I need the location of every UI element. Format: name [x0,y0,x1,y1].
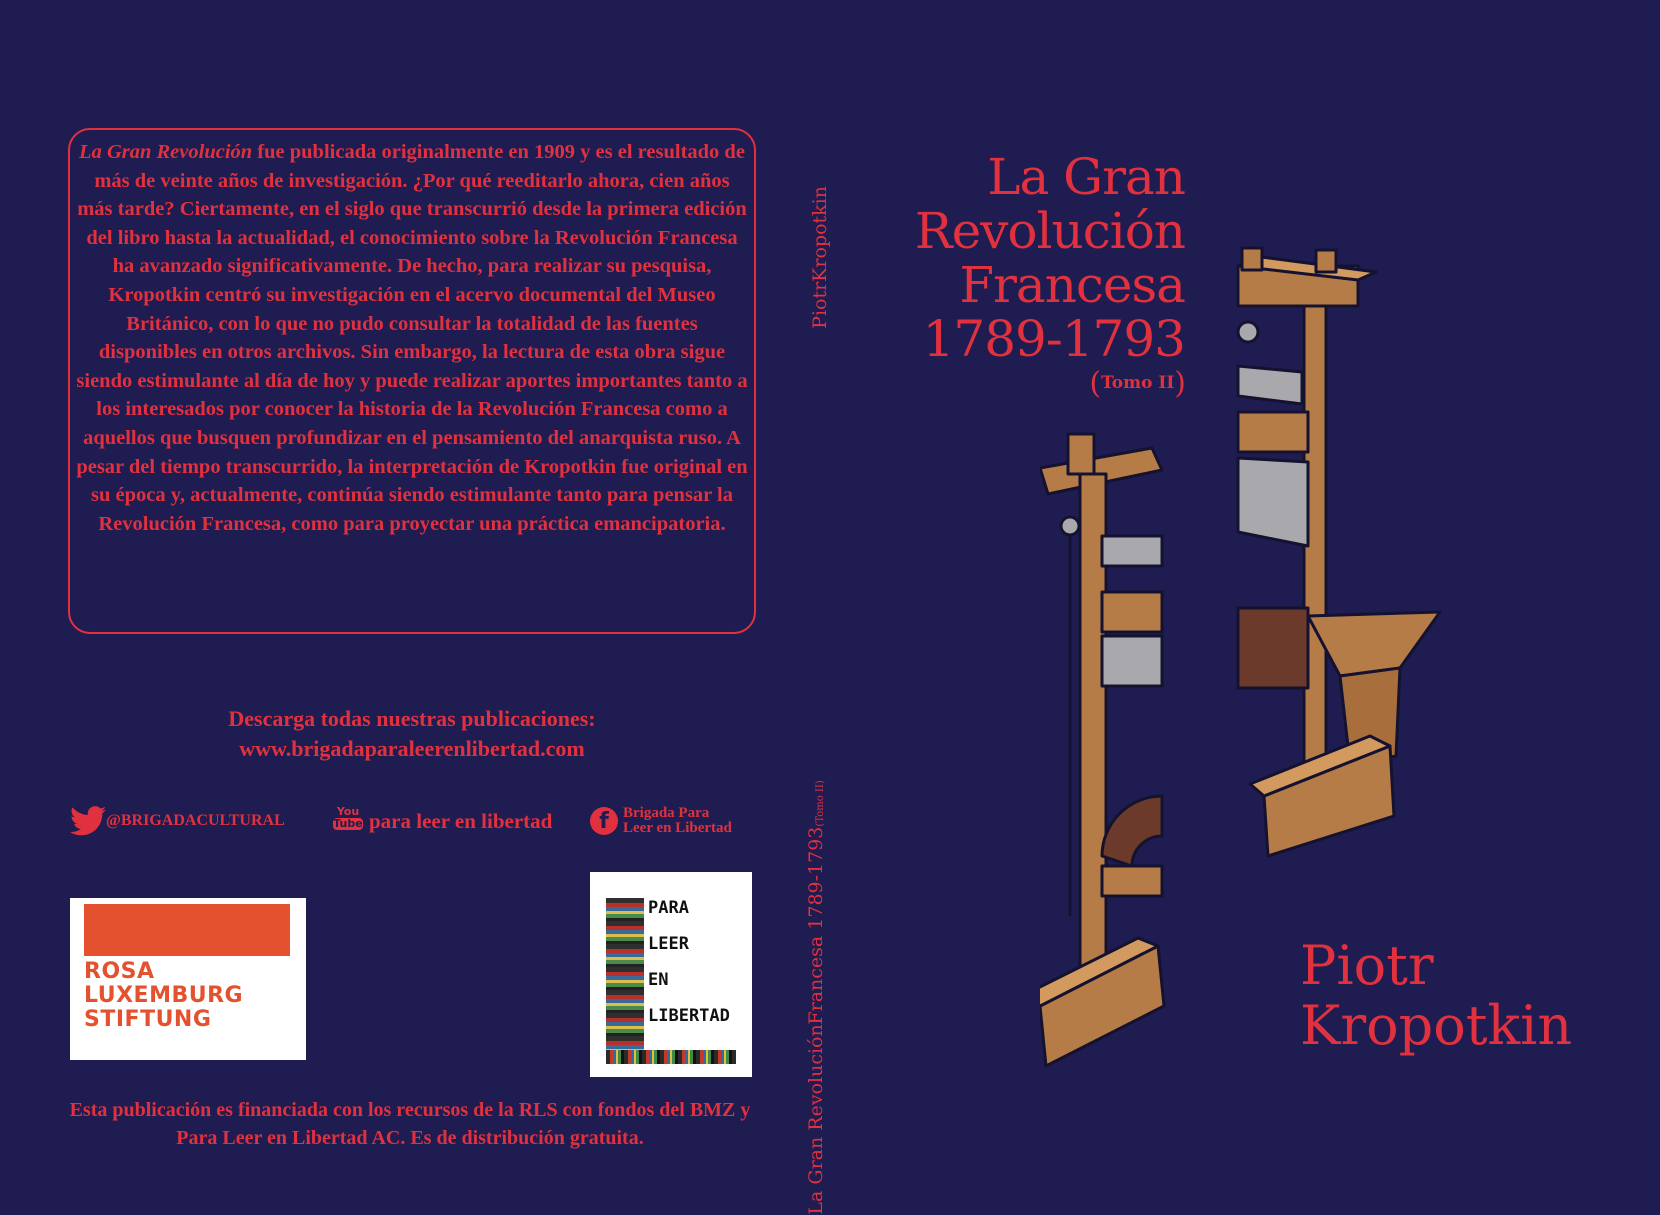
spine-tomo: (Tomo II) [815,780,826,827]
synopsis-box [68,128,756,634]
twitter-icon [70,806,106,836]
spine-author-text [808,186,832,329]
youtube-icon [333,806,363,836]
youtube-label: para leer en libertad [369,808,553,833]
download-url[interactable]: www.brigadaparaleerenlibertad.com [239,736,585,761]
front-author [1300,936,1572,1056]
facebook-label-line1: Brigada Para [623,805,710,821]
spine-title [804,780,860,1215]
pll-word-3: EN [648,970,669,990]
rosa-logo-line2: LUXEMBURG [84,983,244,1008]
spine-title-line2: Francesa 1789-1793 [805,826,827,1025]
facebook-label-line2: Leer en Libertad [623,820,732,836]
pll-word-1: PARA [648,898,689,918]
spine-title-line1: La Gran Revolución [805,1024,827,1215]
front-title-line1: La Gran [987,148,1185,206]
spine-title-text [804,780,828,1215]
youtube-channel[interactable] [333,806,552,836]
synopsis-text: fue publicada originalmente en 1909 y es el resultado de más de veinte años de investigación. ¿Por qué reeditarlo ahora, cien años más tarde? Ciertamente, en el siglo que transcurrió desde la primera edición del libro hasta la actualidad, el conocimiento sobre la Revolución Francesa ha avanzado significativamente. De hecho, para realizar su pesquisa, Kropotkin centró su investigación en el acervo documental del Museo Británico, con lo que no pudo consultar la totalidad de las fuentes disponibles en otros archivos. Sin embargo, la lectura de esta obra sigue siendo estimulante al día de hoy y puede realizar aportes importantes tanto a los interesados por conocer la historia de la Revolución Francesa como a aquellos que busquen profundizar en el pensamiento del anarquista ruso. A pesar del tiempo transcurrido, la interpretación de Kropotkin fue original en su época y, actualmente, continúa siendo estimulante tanto para pensar la Revolución Francesa, como para proyectar una práctica emancipatoria. [76,141,748,535]
facebook-page[interactable] [590,806,732,836]
funding-note: Esta publicación es financiada con los recursos de la RLS con fondos del BMZ y Para Leer en Libertad AC. Es de distribución gratuita. [69,1099,751,1149]
download-block [68,704,756,764]
youtube-icon-tube: Tube [333,817,363,830]
facebook-icon: f [590,807,618,835]
rosa-logo-bar [84,904,290,956]
twitter-handle[interactable] [70,806,285,836]
front-tomo-text: Tomo II [1101,373,1175,393]
spine-author [808,186,856,329]
rosa-logo-line3: STIFTUNG [84,1007,212,1032]
spine-author-last: Kropotkin [809,186,831,282]
download-heading: Descarga todas nuestras publicaciones: [228,706,596,731]
front-title-line4: 1789-1793 [922,310,1185,368]
book-row-icon [606,1050,736,1064]
front-author-last: Kropotkin [1300,994,1573,1057]
synopsis-title: La Gran Revolución [79,141,253,163]
front-author-first: Piotr [1300,934,1434,997]
front-tomo: (Tomo II) [1089,366,1186,401]
para-leer-en-libertad-logo [590,872,752,1077]
rosa-logo-line1: ROSA [84,959,155,984]
book-stack-icon [606,898,644,1050]
front-title-line2: Revolución [914,202,1185,260]
youtube-icon-you: You [336,805,360,818]
front-title-line3: Francesa [959,256,1185,314]
pll-word-2: LEER [648,934,689,954]
front-title [880,150,1185,366]
pll-word-4: LIBERTAD [648,1006,730,1026]
rosa-logo-text [84,960,243,1032]
twitter-label: @BRIGADACULTURAL [106,812,285,829]
rosa-luxemburg-logo [70,898,306,1060]
spine-author-first: Piotr [809,281,831,329]
